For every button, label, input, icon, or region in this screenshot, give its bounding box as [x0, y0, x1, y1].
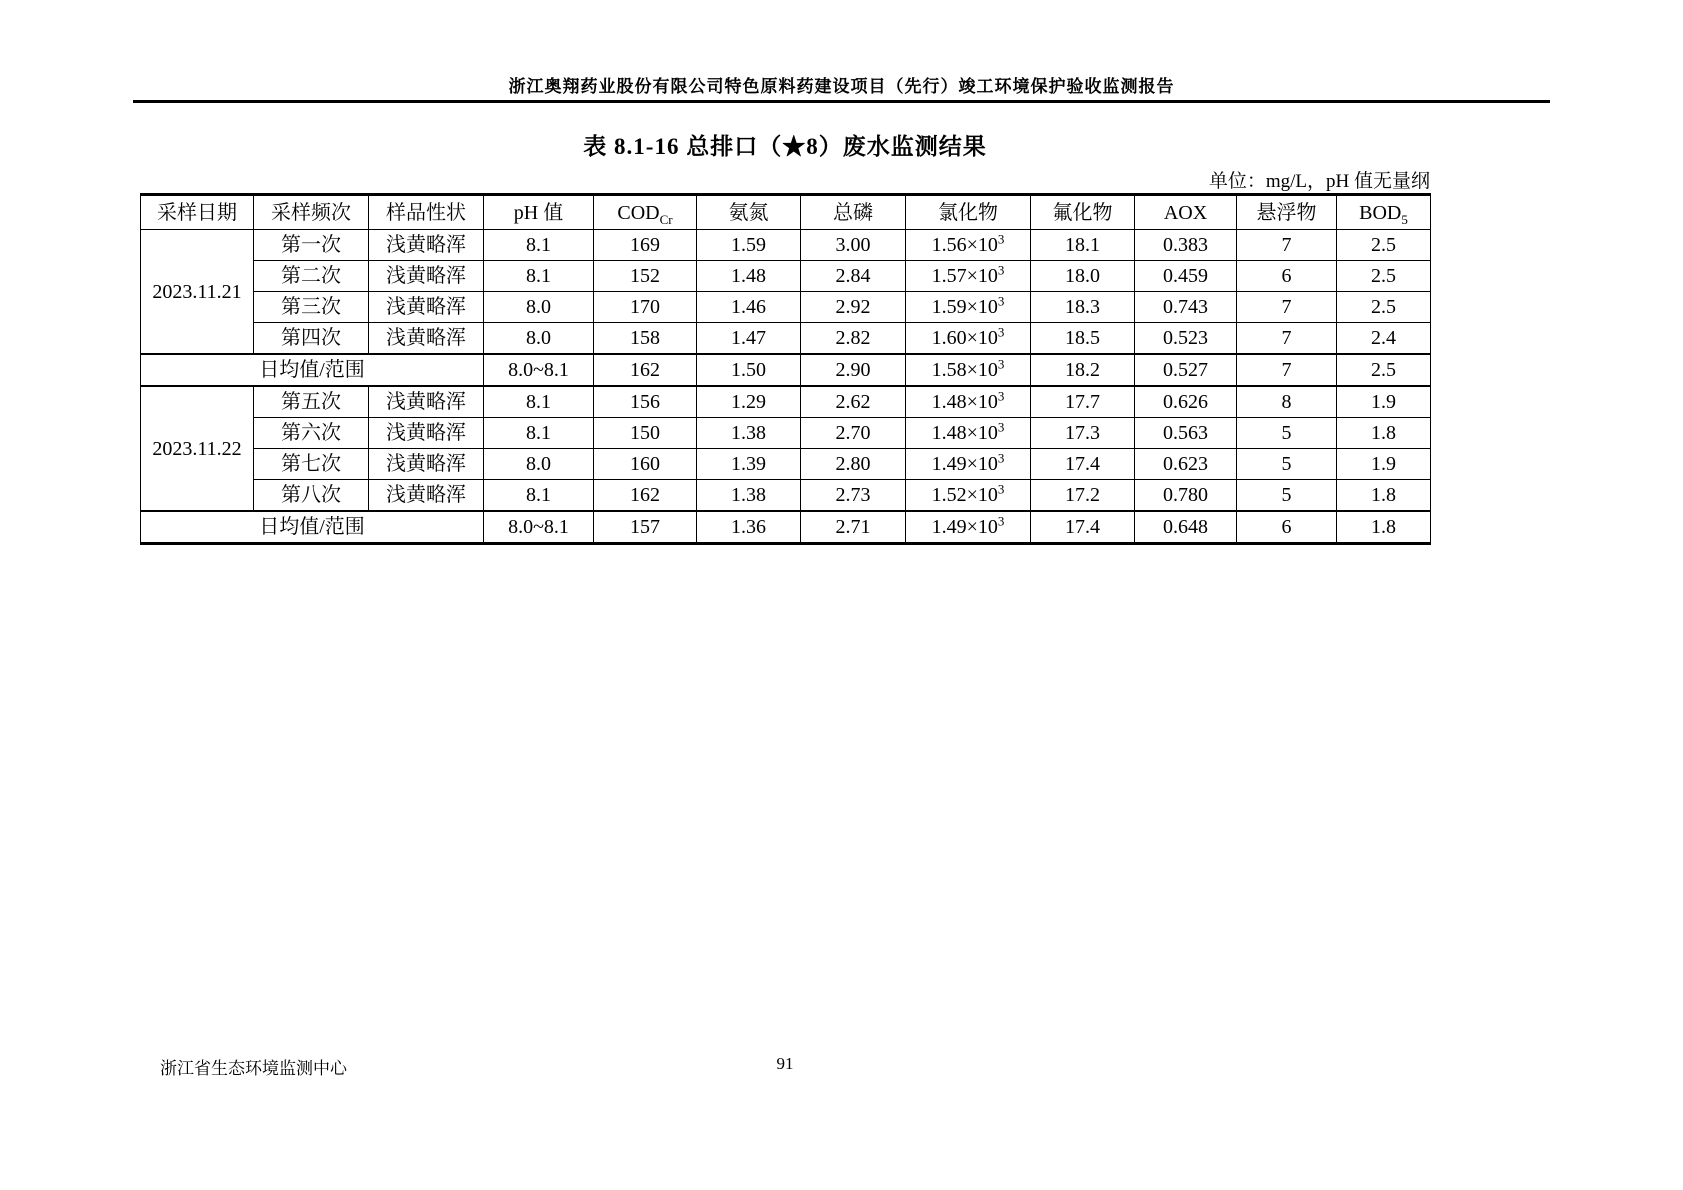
cell-fluoride: 17.3 [1031, 418, 1135, 449]
cell-bod5: 2.5 [1337, 354, 1431, 386]
header-rule [133, 100, 1550, 103]
cell-ss: 7 [1237, 230, 1337, 261]
cell-cod: 170 [594, 292, 697, 323]
cell-tp: 3.00 [801, 230, 906, 261]
cell-date: 2023.11.22 [141, 386, 254, 511]
cell-bod5: 1.8 [1337, 480, 1431, 512]
cell-freq: 第二次 [254, 261, 369, 292]
cell-tp: 2.90 [801, 354, 906, 386]
cell-cod: 169 [594, 230, 697, 261]
cell-freq: 第六次 [254, 418, 369, 449]
cell-ph: 8.0 [484, 323, 594, 355]
column-header: 氨氮 [697, 195, 801, 230]
cell-tp: 2.92 [801, 292, 906, 323]
cell-bod5: 1.9 [1337, 386, 1431, 418]
cell-bod5: 1.8 [1337, 511, 1431, 544]
cell-ss: 7 [1237, 292, 1337, 323]
cell-appearance: 浅黄略浑 [369, 480, 484, 512]
cell-chloride: $1.49\times 10^3$ [906, 449, 1031, 480]
table-header-row [141, 195, 1431, 230]
cell-cod: 152 [594, 261, 697, 292]
cell-fluoride: 17.2 [1031, 480, 1135, 512]
cell-chloride: $1.57\times 10^3$ [906, 261, 1031, 292]
cell-freq: 第四次 [254, 323, 369, 355]
cell-ph: 8.1 [484, 480, 594, 512]
cell-fluoride: 18.0 [1031, 261, 1135, 292]
cell-chloride: $1.56\times 10^3$ [906, 230, 1031, 261]
table-row [141, 418, 1431, 449]
cell-nh3n: 1.47 [697, 323, 801, 355]
table-wrapper [140, 193, 1431, 545]
page-number: 91 [776, 1054, 794, 1073]
cell-ph: 8.0 [484, 449, 594, 480]
cell-summary-label: 日均值/范围 [141, 354, 484, 386]
cell-bod5: 2.5 [1337, 292, 1431, 323]
table-row [141, 386, 1431, 418]
cell-freq: 第五次 [254, 386, 369, 418]
cell-fluoride: 18.1 [1031, 230, 1135, 261]
cell-ph: 8.1 [484, 418, 594, 449]
cell-appearance: 浅黄略浑 [369, 418, 484, 449]
column-header: 悬浮物 [1237, 195, 1337, 230]
cell-date: 2023.11.21 [141, 230, 254, 355]
cell-aox: 0.383 [1135, 230, 1237, 261]
cell-chloride: $1.60\times 10^3$ [906, 323, 1031, 355]
cell-tp: 2.73 [801, 480, 906, 512]
cell-nh3n: 1.29 [697, 386, 801, 418]
cell-ss: 7 [1237, 323, 1337, 355]
cell-ph: 8.1 [484, 386, 594, 418]
column-header: 样品性状 [369, 195, 484, 230]
cell-cod: 162 [594, 354, 697, 386]
cell-ss: 5 [1237, 418, 1337, 449]
cell-aox: 0.780 [1135, 480, 1237, 512]
table-row [141, 230, 1431, 261]
cell-tp: 2.80 [801, 449, 906, 480]
table-row [141, 480, 1431, 512]
cell-nh3n: 1.36 [697, 511, 801, 544]
column-header: 采样频次 [254, 195, 369, 230]
column-header: 氯化物 [906, 195, 1031, 230]
column-header: 采样日期 [141, 195, 254, 230]
cell-ph: 8.0~8.1 [484, 511, 594, 544]
cell-freq: 第八次 [254, 480, 369, 512]
cell-ss: 7 [1237, 354, 1337, 386]
cell-bod5: 2.5 [1337, 261, 1431, 292]
cell-appearance: 浅黄略浑 [369, 323, 484, 355]
table-row [141, 292, 1431, 323]
cell-cod: 162 [594, 480, 697, 512]
cell-ss: 8 [1237, 386, 1337, 418]
table-row [141, 323, 1431, 355]
cell-cod: 156 [594, 386, 697, 418]
cell-aox: 0.527 [1135, 354, 1237, 386]
cell-cod: 157 [594, 511, 697, 544]
cell-chloride: $1.52\times 10^3$ [906, 480, 1031, 512]
cell-nh3n: 1.48 [697, 261, 801, 292]
table-row [141, 449, 1431, 480]
cell-ss: 5 [1237, 449, 1337, 480]
table-row [141, 261, 1431, 292]
summary-row [141, 511, 1431, 544]
cell-ss: 6 [1237, 261, 1337, 292]
cell-appearance: 浅黄略浑 [369, 230, 484, 261]
cell-tp: 2.70 [801, 418, 906, 449]
cell-freq: 第三次 [254, 292, 369, 323]
cell-tp: 2.71 [801, 511, 906, 544]
cell-fluoride: 17.4 [1031, 449, 1135, 480]
cell-fluoride: 18.2 [1031, 354, 1135, 386]
column-header: $COD_{Cr}$ [594, 195, 697, 230]
cell-ph: 8.1 [484, 230, 594, 261]
cell-cod: 150 [594, 418, 697, 449]
column-header: 总磷 [801, 195, 906, 230]
cell-ph: 8.0 [484, 292, 594, 323]
cell-chloride: $1.59\times 10^3$ [906, 292, 1031, 323]
cell-nh3n: 1.38 [697, 480, 801, 512]
cell-ss: 5 [1237, 480, 1337, 512]
cell-appearance: 浅黄略浑 [369, 292, 484, 323]
column-header: AOX [1135, 195, 1237, 230]
cell-ph: 8.1 [484, 261, 594, 292]
cell-bod5: 1.8 [1337, 418, 1431, 449]
cell-nh3n: 1.59 [697, 230, 801, 261]
cell-nh3n: 1.50 [697, 354, 801, 386]
cell-bod5: 2.5 [1337, 230, 1431, 261]
column-header: 氟化物 [1031, 195, 1135, 230]
cell-aox: 0.459 [1135, 261, 1237, 292]
column-header: pH 值 [484, 195, 594, 230]
cell-bod5: 1.9 [1337, 449, 1431, 480]
cell-chloride: $1.48\times 10^3$ [906, 386, 1031, 418]
cell-cod: 160 [594, 449, 697, 480]
cell-aox: 0.743 [1135, 292, 1237, 323]
summary-row [141, 354, 1431, 386]
report-header-title: 浙江奥翔药业股份有限公司特色原料药建设项目（先行）竣工环境保护验收监测报告 [508, 77, 1175, 96]
cell-fluoride: 18.5 [1031, 323, 1135, 355]
wastewater-monitoring-table [140, 193, 1431, 545]
cell-chloride: $1.58\times 10^3$ [906, 354, 1031, 386]
cell-freq: 第七次 [254, 449, 369, 480]
cell-chloride: $1.49\times 10^3$ [906, 511, 1031, 544]
cell-chloride: $1.48\times 10^3$ [906, 418, 1031, 449]
cell-appearance: 浅黄略浑 [369, 449, 484, 480]
cell-aox: 0.626 [1135, 386, 1237, 418]
cell-nh3n: 1.38 [697, 418, 801, 449]
cell-bod5: 2.4 [1337, 323, 1431, 355]
cell-appearance: 浅黄略浑 [369, 386, 484, 418]
column-header: $BOD_5$ [1337, 195, 1431, 230]
unit-note: 单位：mg/L，pH 值无量纲 [1208, 171, 1430, 192]
cell-tp: 2.62 [801, 386, 906, 418]
cell-ss: 6 [1237, 511, 1337, 544]
cell-ph: 8.0~8.1 [484, 354, 594, 386]
cell-cod: 158 [594, 323, 697, 355]
cell-summary-label: 日均值/范围 [141, 511, 484, 544]
table-title: 表 8.1-16 总排口（★8）废水监测结果 [583, 134, 987, 159]
cell-aox: 0.648 [1135, 511, 1237, 544]
cell-fluoride: 17.4 [1031, 511, 1135, 544]
cell-freq: 第一次 [254, 230, 369, 261]
cell-fluoride: 17.7 [1031, 386, 1135, 418]
cell-aox: 0.523 [1135, 323, 1237, 355]
cell-appearance: 浅黄略浑 [369, 261, 484, 292]
cell-tp: 2.84 [801, 261, 906, 292]
cell-aox: 0.563 [1135, 418, 1237, 449]
cell-aox: 0.623 [1135, 449, 1237, 480]
cell-fluoride: 18.3 [1031, 292, 1135, 323]
cell-nh3n: 1.46 [697, 292, 801, 323]
cell-tp: 2.82 [801, 323, 906, 355]
cell-nh3n: 1.39 [697, 449, 801, 480]
footer-organization: 浙江省生态环境监测中心 [160, 1059, 347, 1078]
